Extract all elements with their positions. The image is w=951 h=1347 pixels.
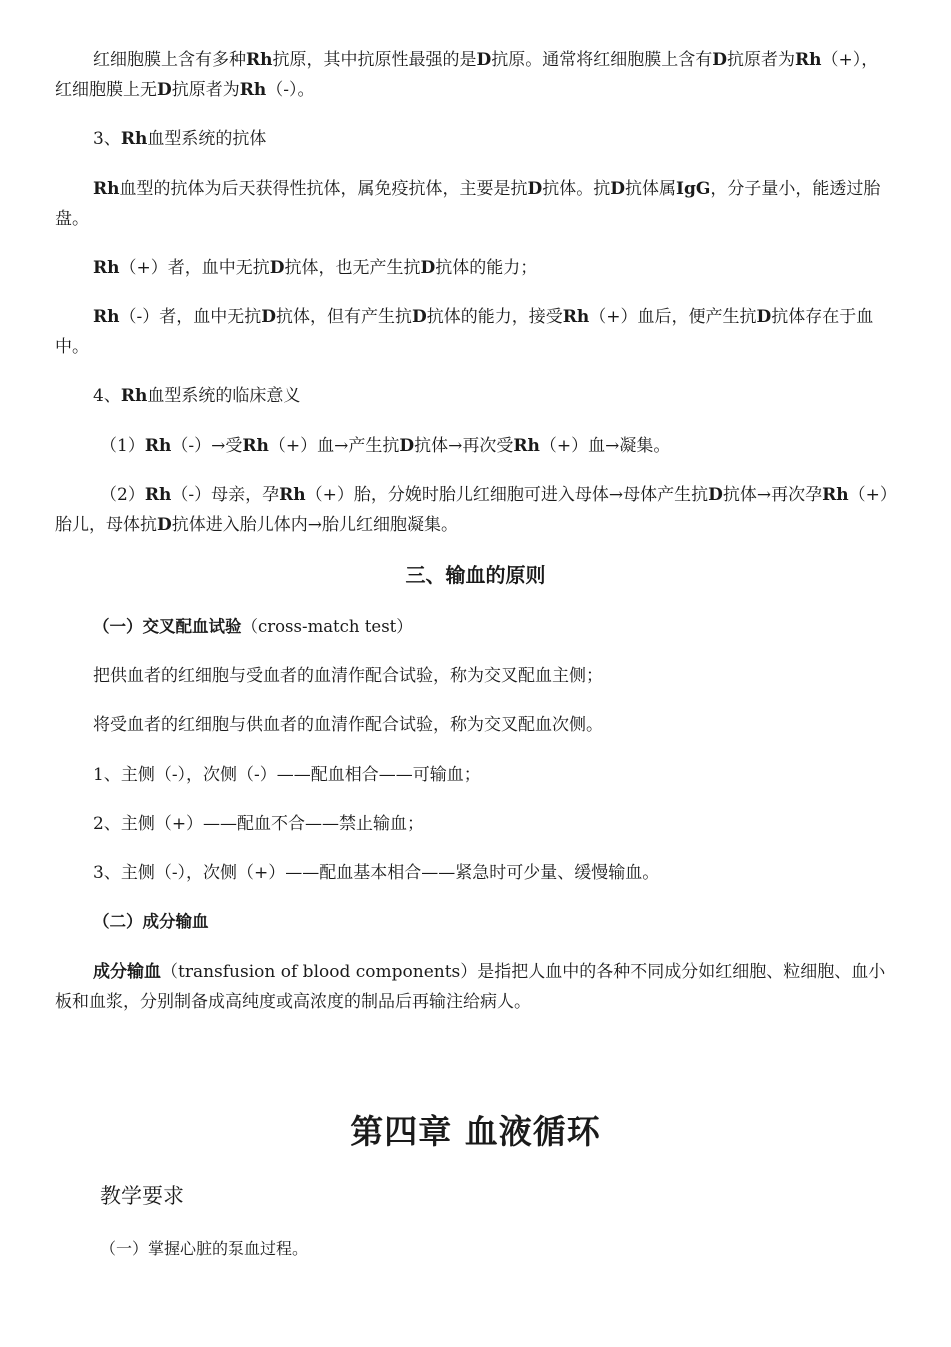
- rh-antibody-paragraph: Rh血型的抗体为后天获得性抗体，属免疫抗体，主要是抗D抗体。抗D抗体属IgG，分子量小，能透过胎盘。: [55, 179, 881, 229]
- rh-positive-paragraph: Rh（+）者，血中无抗D抗体，也无产生抗D抗体的能力；: [93, 258, 538, 278]
- section-title-transfusion-principles: 三、输血的原则: [405, 563, 546, 587]
- rh-clinical-heading: 4、Rh血型系统的临床意义: [93, 386, 301, 406]
- cross-match-result-2: 2、主侧（+）——配血不合——禁止输血；: [93, 814, 425, 834]
- cross-match-heading: （一）交叉配血试验（cross-match test）: [93, 617, 413, 636]
- rh-negative-paragraph: Rh（-）者，血中无抗D抗体，但有产生抗D抗体的能力，接受Rh（+）血后，便产生抗D抗体存在于血中。: [55, 307, 874, 357]
- teaching-requirements-heading: 教学要求: [100, 1184, 184, 1208]
- rh-clinical-case-1: （1）Rh（-）→受Rh（+）血→产生抗D抗体→再次受Rh（+）血→凝集。: [100, 436, 671, 456]
- cross-match-major-side: 把供血者的红细胞与受血者的血清作配合试验，称为交叉配血主侧；: [93, 666, 603, 686]
- rh-antigen-paragraph: 红细胞膜上含有多种Rh抗原，其中抗原性最强的是D抗原。通常将红细胞膜上含有D抗原者为Rh（+），红细胞膜上无D抗原者为Rh（-）。: [55, 50, 879, 100]
- rh-antibody-heading: 3、Rh血型系统的抗体: [93, 129, 267, 149]
- component-transfusion-heading: （二）成分输血: [93, 912, 209, 931]
- component-transfusion-paragraph: 成分输血（transfusion of blood components）是指把人血中的各种不同成分如红细胞、粒细胞、血小板和血浆，分别制备成高纯度或高浓度的制品后再输注给病人。: [55, 962, 886, 1012]
- rh-clinical-case-2: （2）Rh（-）母亲，孕Rh（+）胎，分娩时胎儿红细胞可进入母体→母体产生抗D抗体→再次孕Rh（+）胎儿，母体抗D抗体进入胎儿体内→胎儿红细胞凝集。: [55, 485, 889, 535]
- cross-match-result-3: 3、主侧（-），次侧（+）——配血基本相合——紧急时可少量、缓慢输血。: [93, 863, 660, 883]
- requirement-item-1: （一）掌握心脏的泵血过程。: [100, 1239, 309, 1258]
- cross-match-minor-side: 将受血者的红细胞与供血者的血清作配合试验，称为交叉配血次侧。: [93, 715, 603, 735]
- chapter-title: 第四章 血液循环: [350, 1112, 601, 1151]
- cross-match-result-1: 1、主侧（-），次侧（-）——配血相合——可输血；: [93, 765, 481, 785]
